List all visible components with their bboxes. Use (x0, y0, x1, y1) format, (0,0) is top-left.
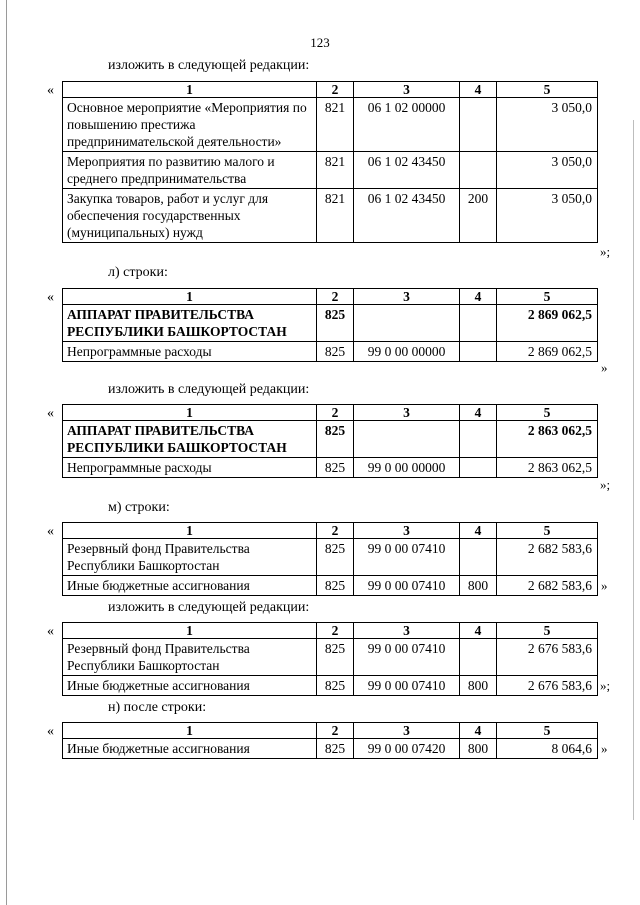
close-quote: »; (600, 244, 611, 259)
cell-code: 821 (317, 98, 354, 152)
header-cell: 4 (460, 723, 497, 739)
cell-code: 825 (317, 421, 354, 458)
cell-amount: 3 050,0 (497, 189, 598, 243)
table-header-row (63, 723, 598, 739)
open-quote: « (47, 524, 54, 539)
cell-code: 825 (317, 539, 354, 576)
header-cell: 2 (317, 523, 354, 539)
cell-type: 800 (460, 739, 497, 759)
header-cell: 5 (497, 405, 598, 421)
cell-amount: 2 682 583,6 (497, 576, 598, 596)
close-quote: » (601, 578, 608, 593)
cell-name: Иные бюджетные ассигнования (63, 676, 317, 696)
header-cell: 4 (460, 405, 497, 421)
intro-text: изложить в следующей редакции: (108, 58, 310, 73)
table-row (63, 639, 598, 676)
cell-code: 821 (317, 152, 354, 189)
cell-type (460, 421, 497, 458)
open-quote: « (47, 724, 54, 739)
close-quote: » (601, 360, 608, 375)
table-header-row (63, 623, 598, 639)
cell-type: 800 (460, 676, 497, 696)
cell-target: 99 0 00 00000 (354, 458, 460, 478)
cell-target (354, 305, 460, 342)
scan-edge-right (633, 120, 634, 820)
cell-code: 825 (317, 639, 354, 676)
cell-target: 99 0 00 07410 (354, 576, 460, 596)
cell-amount: 2 682 583,6 (497, 539, 598, 576)
header-cell: 4 (460, 523, 497, 539)
intro-text: изложить в следующей редакции: (108, 600, 310, 615)
header-cell: 3 (354, 523, 460, 539)
table-row (63, 739, 598, 759)
cell-name: Непрограммные расходы (63, 342, 317, 362)
budget-table (62, 81, 598, 243)
open-quote: « (47, 406, 54, 421)
cell-target: 06 1 02 43450 (354, 189, 460, 243)
header-cell: 4 (460, 623, 497, 639)
header-cell: 3 (354, 289, 460, 305)
cell-amount: 2 863 062,5 (497, 421, 598, 458)
cell-type (460, 639, 497, 676)
cell-type: 800 (460, 576, 497, 596)
header-cell: 2 (317, 405, 354, 421)
cell-name: АППАРАТ ПРАВИТЕЛЬСТВА РЕСПУБЛИКИ БАШКОРТОСТАН (63, 305, 317, 342)
table-row (63, 98, 598, 152)
close-quote: »; (600, 678, 611, 693)
cell-name: Иные бюджетные ассигнования (63, 739, 317, 759)
cell-name: Основное мероприятие «Мероприятия по повышению престижа предпринимательской деятельности» (63, 98, 317, 152)
cell-amount: 2 676 583,6 (497, 639, 598, 676)
cell-target: 99 0 00 07410 (354, 676, 460, 696)
cell-amount: 2 869 062,5 (497, 305, 598, 342)
cell-amount: 2 863 062,5 (497, 458, 598, 478)
cell-name: Резервный фонд Правительства Республики Башкортостан (63, 539, 317, 576)
cell-type: 200 (460, 189, 497, 243)
intro-text: л) строки: (108, 265, 168, 280)
intro-text: м) строки: (108, 500, 170, 515)
budget-table (62, 404, 598, 478)
cell-target: 99 0 00 00000 (354, 342, 460, 362)
budget-table (62, 288, 598, 362)
cell-code: 825 (317, 739, 354, 759)
cell-code: 825 (317, 342, 354, 362)
table-row (63, 152, 598, 189)
table-row (63, 421, 598, 458)
scan-edge-left (6, 0, 7, 905)
cell-amount: 3 050,0 (497, 98, 598, 152)
cell-name: Иные бюджетные ассигнования (63, 576, 317, 596)
header-cell: 2 (317, 623, 354, 639)
table-header-row (63, 523, 598, 539)
header-cell: 2 (317, 82, 354, 98)
cell-code: 821 (317, 189, 354, 243)
budget-table (62, 722, 598, 759)
table-row (63, 305, 598, 342)
header-cell: 5 (497, 82, 598, 98)
cell-name: АППАРАТ ПРАВИТЕЛЬСТВА РЕСПУБЛИКИ БАШКОРТОСТАН (63, 421, 317, 458)
budget-table (62, 522, 598, 596)
header-cell: 2 (317, 289, 354, 305)
cell-amount: 3 050,0 (497, 152, 598, 189)
table-header-row (63, 82, 598, 98)
cell-target: 99 0 00 07410 (354, 639, 460, 676)
header-cell: 3 (354, 623, 460, 639)
open-quote: « (47, 290, 54, 305)
cell-type (460, 342, 497, 362)
close-quote: » (601, 741, 608, 756)
table-row (63, 189, 598, 243)
cell-target: 06 1 02 43450 (354, 152, 460, 189)
header-cell: 3 (354, 82, 460, 98)
table-header-row (63, 405, 598, 421)
cell-type (460, 98, 497, 152)
cell-target: 99 0 00 07410 (354, 539, 460, 576)
header-cell: 3 (354, 723, 460, 739)
header-cell: 1 (63, 289, 317, 305)
header-cell: 5 (497, 523, 598, 539)
cell-name: Резервный фонд Правительства Республики Башкортостан (63, 639, 317, 676)
table-row (63, 676, 598, 696)
table-row (63, 576, 598, 596)
header-cell: 1 (63, 723, 317, 739)
cell-type (460, 305, 497, 342)
cell-target: 06 1 02 00000 (354, 98, 460, 152)
table-row (63, 342, 598, 362)
header-cell: 5 (497, 723, 598, 739)
table-row (63, 458, 598, 478)
close-quote: »; (600, 477, 611, 492)
cell-type (460, 152, 497, 189)
cell-amount: 2 676 583,6 (497, 676, 598, 696)
cell-type (460, 539, 497, 576)
cell-type (460, 458, 497, 478)
table-row (63, 539, 598, 576)
header-cell: 1 (63, 523, 317, 539)
cell-target (354, 421, 460, 458)
header-cell: 5 (497, 289, 598, 305)
intro-text: изложить в следующей редакции: (108, 382, 310, 397)
cell-amount: 8 064,6 (497, 739, 598, 759)
cell-amount: 2 869 062,5 (497, 342, 598, 362)
header-cell: 3 (354, 405, 460, 421)
header-cell: 1 (63, 82, 317, 98)
table-header-row (63, 289, 598, 305)
cell-name: Мероприятия по развитию малого и среднего предпринимательства (63, 152, 317, 189)
cell-code: 825 (317, 305, 354, 342)
header-cell: 4 (460, 82, 497, 98)
header-cell: 1 (63, 405, 317, 421)
intro-text: н) после строки: (108, 700, 207, 715)
header-cell: 4 (460, 289, 497, 305)
cell-name: Непрограммные расходы (63, 458, 317, 478)
header-cell: 1 (63, 623, 317, 639)
cell-target: 99 0 00 07420 (354, 739, 460, 759)
cell-name: Закупка товаров, работ и услуг для обеспечения государственных (муниципальных) нужд (63, 189, 317, 243)
page-number: 123 (310, 35, 330, 50)
cell-code: 825 (317, 676, 354, 696)
header-cell: 5 (497, 623, 598, 639)
cell-code: 825 (317, 576, 354, 596)
open-quote: « (47, 624, 54, 639)
header-cell: 2 (317, 723, 354, 739)
cell-code: 825 (317, 458, 354, 478)
open-quote: « (47, 83, 54, 98)
budget-table (62, 622, 598, 696)
